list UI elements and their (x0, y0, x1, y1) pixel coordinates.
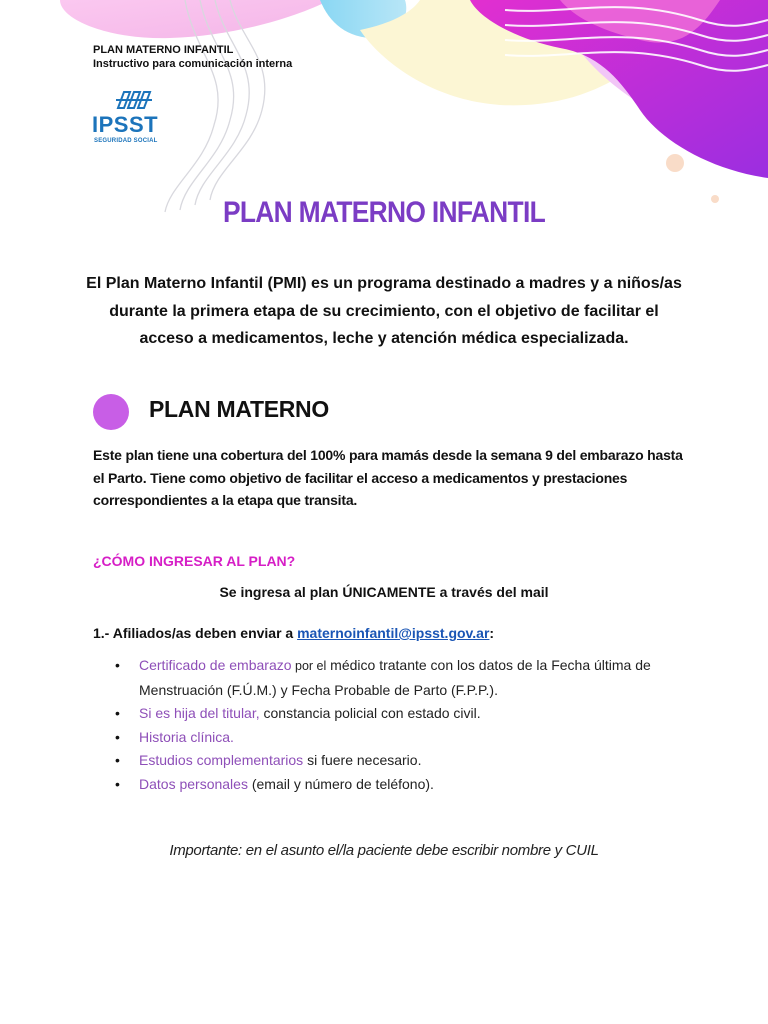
requirement-text: constancia policial con estado civil. (259, 705, 481, 721)
section-description: Este plan tiene una cobertura del 100% para mamás desde la semana 9 del embarazo hasta el Parto. Tiene como objetivo de facilitar el acceso a medicamentos y prestaciones correspondientes a la etapa que transita. (93, 447, 683, 508)
list-item (139, 654, 719, 702)
logo-name: IPSST (92, 112, 159, 137)
how-to-join-heading: ¿CÓMO INGRESAR AL PLAN? (93, 553, 296, 569)
requirement-highlight: Historia clínica. (139, 728, 234, 745)
step-1 (93, 625, 494, 641)
requirement-highlight: Datos personales (139, 775, 248, 792)
requirement-small-text: por el (291, 659, 327, 673)
requirement-text: médico tratante con los datos de la Fecha última de Menstruación (F.Ú.M.) y Fecha Probable de Parto (F.P.P.). (139, 657, 651, 698)
ipsst-logo-icon (114, 88, 154, 112)
page-title: PLAN MATERNO INFANTIL (222, 196, 546, 229)
email-link[interactable]: maternoinfantil@ipsst.gov.ar (297, 625, 490, 641)
requirement-text: (email y número de teléfono). (247, 775, 434, 792)
requirement-highlight: Si es hija del titular, (139, 705, 260, 721)
list-item (139, 773, 719, 797)
list-item (139, 749, 719, 773)
list-item (139, 726, 719, 750)
important-note: Importante: en el asunto el/la paciente debe escribir nombre y CUIL (169, 842, 599, 859)
requirement-text: si fuere necesario. (303, 752, 422, 768)
document-header-title: PLAN MATERNO INFANTIL (93, 44, 234, 56)
logo-tagline: SEGURIDAD SOCIAL (94, 138, 158, 144)
intro-paragraph: El Plan Materno Infantil (PMI) es un programa destinado a madres y a niños/as durante la primera etapa de su crecimiento, con el objetivo de facilitar el acceso a medicamentos, leche y atención médica especializada. (86, 275, 682, 347)
requirement-highlight: Estudios complementarios (139, 752, 304, 768)
section-bullet-icon (93, 394, 129, 430)
how-to-join-note: Se ingresa al plan ÚNICAMENTE a través del mail (219, 584, 549, 600)
step-1-prefix: 1.- Afiliados/as deben enviar a (93, 625, 298, 641)
document-header-subtitle: Instructivo para comunicación interna (93, 58, 293, 70)
list-item (139, 702, 719, 726)
requirement-highlight: Certificado de embarazo (139, 657, 292, 673)
ipsst-logo (92, 86, 172, 150)
section-title: PLAN MATERNO (149, 396, 329, 422)
step-1-suffix: : (489, 625, 495, 641)
requirements-list (93, 654, 719, 796)
